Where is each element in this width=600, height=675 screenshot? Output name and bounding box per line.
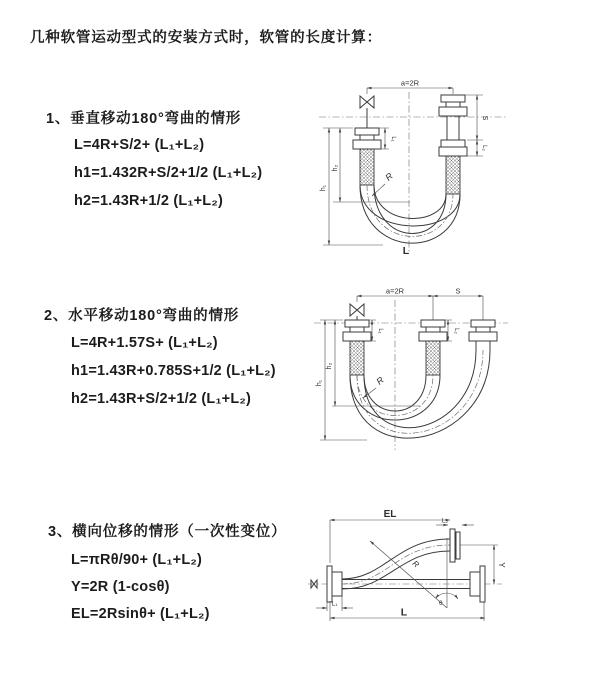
dimension-span <box>367 80 453 94</box>
page-title: 几种软管运动型式的安装方式时，软管的长度计算： <box>30 30 382 46</box>
formula-line: L=4R+S/2+ (L₁+L₂) <box>74 137 205 153</box>
dim-label-el: EL <box>383 509 397 520</box>
dimension-l2 <box>477 140 487 156</box>
braid-section <box>446 156 460 194</box>
dim-label-r: R <box>410 558 421 570</box>
diagram-vertical-180-bend <box>315 80 595 255</box>
braid-section <box>350 341 364 375</box>
formula-line: L=πRθ/90+ (L₁+L₂) <box>71 552 203 568</box>
formula-line: Y=2R (1-cosθ) <box>71 579 170 595</box>
diagram-horizontal-180-bend <box>312 288 597 458</box>
section-3-formulas <box>71 547 210 628</box>
dim-label-s: S <box>481 115 488 121</box>
formula-line: h2=1.43R+S/2+1/2 (L₁+L₂) <box>71 391 252 407</box>
centerlines <box>319 92 507 252</box>
valve-icon <box>350 304 364 320</box>
formula-line: h2=1.43R+1/2 (L₁+L₂) <box>74 193 224 209</box>
dimension-el <box>330 509 450 563</box>
dim-label-l-total: L <box>402 245 410 255</box>
section-2-formulas <box>71 329 276 413</box>
dim-label-theta: θ <box>439 600 443 607</box>
dim-label-y: Y <box>497 562 506 568</box>
radius-and-angle-construction <box>370 538 458 608</box>
section-2-heading: 2、水平移动180°弯曲的情形 <box>44 308 240 324</box>
dim-label-l1: L₁ <box>390 136 396 142</box>
dim-label-span: a=2R <box>385 288 405 296</box>
shifted-hose-end-fitting <box>469 320 497 350</box>
dim-label-l2: L₂ <box>441 517 449 525</box>
formula-line: L=4R+1.57S+ (L₁+L₂) <box>71 335 218 351</box>
dim-label-s: S <box>455 288 461 296</box>
dimension-span-and-s <box>357 288 483 320</box>
formula-line: EL=2Rsinθ+ (L₁+L₂) <box>71 606 210 622</box>
dim-label-h1: h₁ <box>316 379 323 387</box>
dim-label-h1: h₁ <box>320 184 327 192</box>
dim-label-span: a=2R <box>400 80 420 88</box>
hose-u-bend <box>360 185 460 243</box>
dimension-h2 <box>326 320 420 406</box>
dim-label-l1: L₁ <box>331 600 338 608</box>
radius-callout <box>372 170 395 196</box>
section-3-heading: 3、横向位移的情形（一次性变位） <box>48 524 287 540</box>
braid-section <box>426 341 440 375</box>
braid-section <box>360 149 374 185</box>
right-hose-end-fitting <box>439 95 467 194</box>
dim-label-h2: h₂ <box>332 164 339 172</box>
left-flange <box>327 566 342 602</box>
dimension-l <box>330 601 485 621</box>
left-hose-end-fitting <box>343 320 371 375</box>
left-hose-end-fitting <box>353 128 381 185</box>
dim-label-l: L <box>400 606 408 619</box>
dimension-l2 <box>436 518 474 526</box>
section-1-formulas <box>74 131 262 215</box>
dim-label-l1: L₁ <box>377 328 383 334</box>
dim-label-l2: L₂ <box>453 328 459 334</box>
dim-label-l2: L₂ <box>481 145 487 151</box>
formula-line: h1=1.432R+S/2+1/2 (L₁+L₂) <box>74 165 263 181</box>
hose-u-bend-position-2 <box>350 350 490 438</box>
section-1-heading: 1、垂直移动180°弯曲的情形 <box>46 111 242 127</box>
formula-line: h1=1.43R+0.785S+1/2 (L₁+L₂) <box>71 363 276 379</box>
dim-label-r: R <box>383 170 395 183</box>
dim-label-r: R <box>374 374 386 387</box>
middle-hose-end-fitting <box>419 320 447 375</box>
dimension-l1 <box>316 596 353 611</box>
valve-icon <box>360 96 374 128</box>
diagram-lateral-displacement <box>300 505 600 650</box>
dim-label-h2: h₂ <box>326 362 333 370</box>
